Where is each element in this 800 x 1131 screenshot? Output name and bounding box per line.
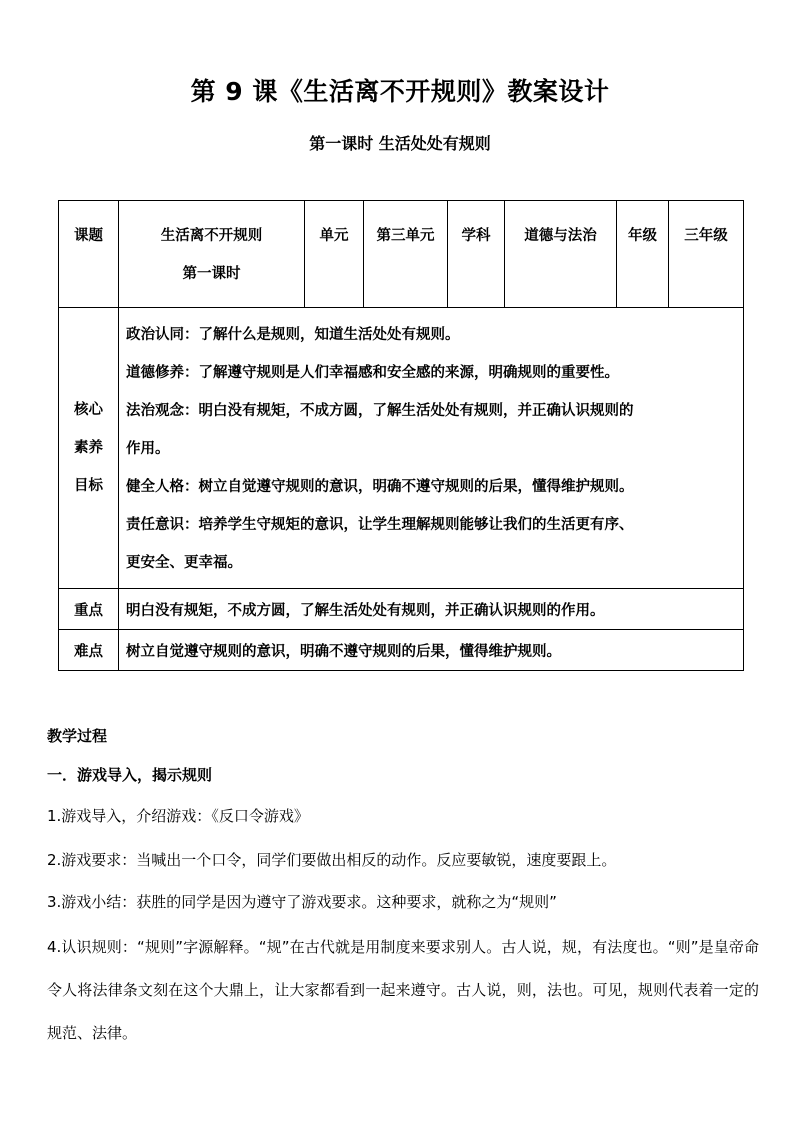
goals-label: 核心 素养 目标 (59, 308, 119, 589)
subject-value: 道德与法治 (505, 201, 617, 308)
grade-value: 三年级 (669, 201, 744, 308)
process-item: 3.游戏小结：获胜的同学是因为遵守了游戏要求。这种要求，就称之为“规则” (47, 893, 557, 911)
process-heading: 教学过程 (47, 727, 108, 745)
subject-label: 学科 (448, 201, 505, 308)
goal-line: 作用。 (126, 441, 170, 457)
process-item: 4.认识规则：“规则”字源解释。“规”在古代就是用制度来要求别人。古人说，规，有法度也。“则”是皇帝命令人将法律条文刻在这个大鼎上，让大家都看到一起来遵守。古人说，则，法也。可见，规则代表着一定的规范、法律。 (47, 938, 759, 1042)
goals-text (119, 308, 744, 589)
goal-line: 健全人格：树立自觉遵守规则的意识，明确不遵守规则的后果，懂得维护规则。 (126, 479, 634, 495)
process-item: 2.游戏要求：当喊出一个口令，同学们要做出相反的动作。反应要敏锐，速度要跟上。 (47, 851, 617, 869)
process-item: 1.游戏导入，介绍游戏：《反口令游戏》 (47, 807, 309, 825)
key-point-text: 明白没有规矩，不成方圆，了解生活处处有规则，并正确认识规则的作用。 (119, 589, 744, 630)
difficulty-label: 难点 (59, 630, 119, 671)
goal-line: 更安全、更幸福。 (126, 555, 242, 571)
goal-line: 道德修养：了解遵守规则是人们幸福感和安全感的来源，明确规则的重要性。 (126, 365, 619, 381)
difficulty-text: 树立自觉遵守规则的意识，明确不遵守规则的后果，懂得维护规则。 (119, 630, 744, 671)
goal-line: 政治认同：了解什么是规则，知道生活处处有规则。 (126, 327, 460, 343)
lesson-info-table (58, 200, 744, 671)
table-header-row (59, 201, 744, 308)
section-heading: 一．游戏导入，揭示规则 (47, 766, 213, 784)
topic-value: 生活离不开规则 第一课时 (119, 201, 305, 308)
difficulty-row (59, 630, 744, 671)
unit-label: 单元 (305, 201, 364, 308)
goals-row (59, 308, 744, 589)
grade-label: 年级 (617, 201, 669, 308)
unit-value: 第三单元 (364, 201, 448, 308)
page-title: 第 9 课《生活离不开规则》教案设计 (190, 77, 610, 106)
goal-line: 责任意识：培养学生守规矩的意识，让学生理解规则能够让我们的生活更有序、 (126, 517, 634, 533)
key-point-label: 重点 (59, 589, 119, 630)
page-subtitle: 第一课时 生活处处有规则 (309, 134, 491, 153)
topic-label: 课题 (59, 201, 119, 308)
goal-line: 法治观念：明白没有规矩，不成方圆，了解生活处处有规则，并正确认识规则的 (126, 403, 634, 419)
key-point-row (59, 589, 744, 630)
